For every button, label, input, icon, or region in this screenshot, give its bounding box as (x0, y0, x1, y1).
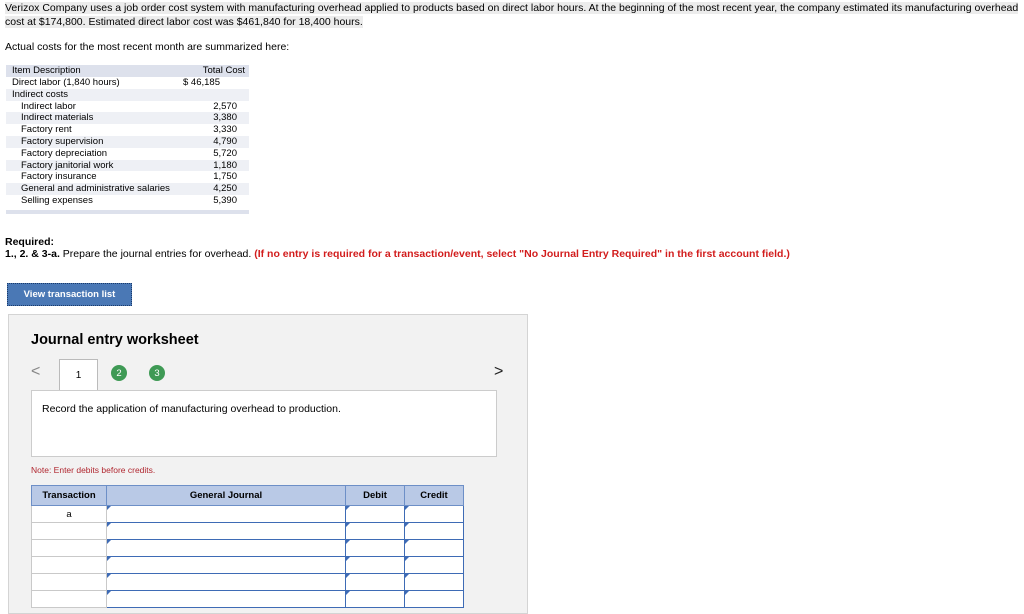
col-transaction: Transaction (32, 486, 107, 506)
row-amount: 5,390 (213, 194, 237, 206)
row-label: General and administrative salaries (21, 183, 170, 195)
credit-field[interactable] (405, 540, 464, 557)
account-field[interactable] (107, 557, 346, 574)
account-field[interactable] (107, 523, 346, 540)
problem-intro: Verizox Company uses a job order cost system with manufacturing overhead applied to products based on direct labor hours. At the beginning of the most recent year, the company estimated its manufacturing overhead cost at $174,800. Estimated direct labor cost was $461,840 for 18,400 hours. (5, 2, 1019, 28)
actual-costs-label: Actual costs for the most recent month are summarized here: (5, 41, 290, 53)
table-row (6, 183, 249, 195)
table-row (6, 89, 249, 101)
table-row (6, 77, 249, 89)
row-amount: 5,720 (213, 147, 237, 159)
table-row (6, 171, 249, 183)
required-instruction: Prepare the journal entries for overhead. (59, 248, 255, 260)
col-total-cost: Total Cost (202, 65, 245, 76)
worksheet-title: Journal entry worksheet (31, 332, 199, 348)
row-amount: 1,750 (213, 171, 237, 183)
col-credit: Credit (405, 486, 464, 506)
transaction-cell (32, 591, 107, 608)
debits-credits-note: Note: Enter debits before credits. (31, 465, 156, 475)
row-label: Indirect materials (21, 112, 94, 124)
row-label: Factory insurance (21, 171, 97, 183)
table-row (6, 112, 249, 124)
table-row (6, 160, 249, 172)
row-label: Factory supervision (21, 135, 104, 147)
row-amount: 3,330 (213, 124, 237, 136)
view-transaction-list-button[interactable]: View transaction list (7, 283, 132, 306)
transaction-cell (32, 574, 107, 591)
table-footer-bar (6, 210, 249, 214)
credit-field[interactable] (405, 506, 464, 523)
credit-field[interactable] (405, 523, 464, 540)
row-amount: 1,180 (213, 159, 237, 171)
account-field[interactable] (107, 591, 346, 608)
transaction-cell (32, 557, 107, 574)
table-row (6, 148, 249, 160)
table-row (6, 136, 249, 148)
debit-field[interactable] (346, 506, 405, 523)
col-general-journal: General Journal (107, 486, 346, 506)
row-label: Factory rent (21, 124, 72, 136)
table-row (32, 574, 464, 591)
table-row (6, 101, 249, 113)
tab-1[interactable]: 1 (59, 359, 98, 390)
chevron-left-icon[interactable]: < (31, 363, 41, 380)
table-row (32, 523, 464, 540)
table-row (32, 506, 464, 523)
cost-table (6, 65, 249, 214)
record-instruction-box (31, 390, 497, 457)
tab-3[interactable]: 3 (149, 365, 165, 381)
table-row (32, 591, 464, 608)
row-amount (203, 89, 245, 101)
credit-field[interactable] (405, 591, 464, 608)
account-field[interactable] (107, 540, 346, 557)
tab-2[interactable]: 2 (111, 365, 127, 381)
table-row (32, 540, 464, 557)
transaction-cell: a (32, 506, 107, 523)
debit-field[interactable] (346, 557, 405, 574)
table-row (6, 195, 249, 207)
required-prefix: 1., 2. & 3-a. (5, 248, 60, 260)
debit-field[interactable] (346, 540, 405, 557)
journal-table (31, 485, 464, 608)
record-instruction: Record the application of manufacturing overhead to production. (42, 403, 341, 415)
row-amount: 4,790 (213, 135, 237, 147)
row-label: Selling expenses (21, 194, 93, 206)
account-field[interactable] (107, 506, 346, 523)
row-label: Indirect costs (12, 88, 68, 100)
debit-field[interactable] (346, 523, 405, 540)
debit-field[interactable] (346, 574, 405, 591)
table-row (32, 557, 464, 574)
col-debit: Debit (346, 486, 405, 506)
required-heading: Required: (5, 236, 55, 248)
transaction-cell (32, 523, 107, 540)
row-amount: 2,570 (213, 100, 237, 112)
required-section (5, 236, 790, 260)
row-label: Factory depreciation (21, 147, 108, 159)
chevron-right-icon[interactable]: > (494, 363, 504, 380)
row-amount: 4,250 (213, 183, 237, 195)
journal-entry-worksheet (8, 314, 528, 614)
account-field[interactable] (107, 574, 346, 591)
table-row (6, 124, 249, 136)
row-amount: $ 46,185 (183, 77, 220, 88)
row-label: Factory janitorial work (21, 159, 114, 171)
row-label: Direct labor (1,840 hours) (12, 77, 120, 88)
required-warning: (If no entry is required for a transaction/event, select "No Journal Entry Required" in the first account field.) (254, 248, 790, 260)
credit-field[interactable] (405, 574, 464, 591)
transaction-cell (32, 540, 107, 557)
row-amount: 3,380 (213, 112, 237, 124)
cost-table-header (6, 65, 249, 77)
credit-field[interactable] (405, 557, 464, 574)
row-label: Indirect labor (21, 100, 76, 112)
debit-field[interactable] (346, 591, 405, 608)
col-item-description: Item Description (12, 65, 81, 76)
